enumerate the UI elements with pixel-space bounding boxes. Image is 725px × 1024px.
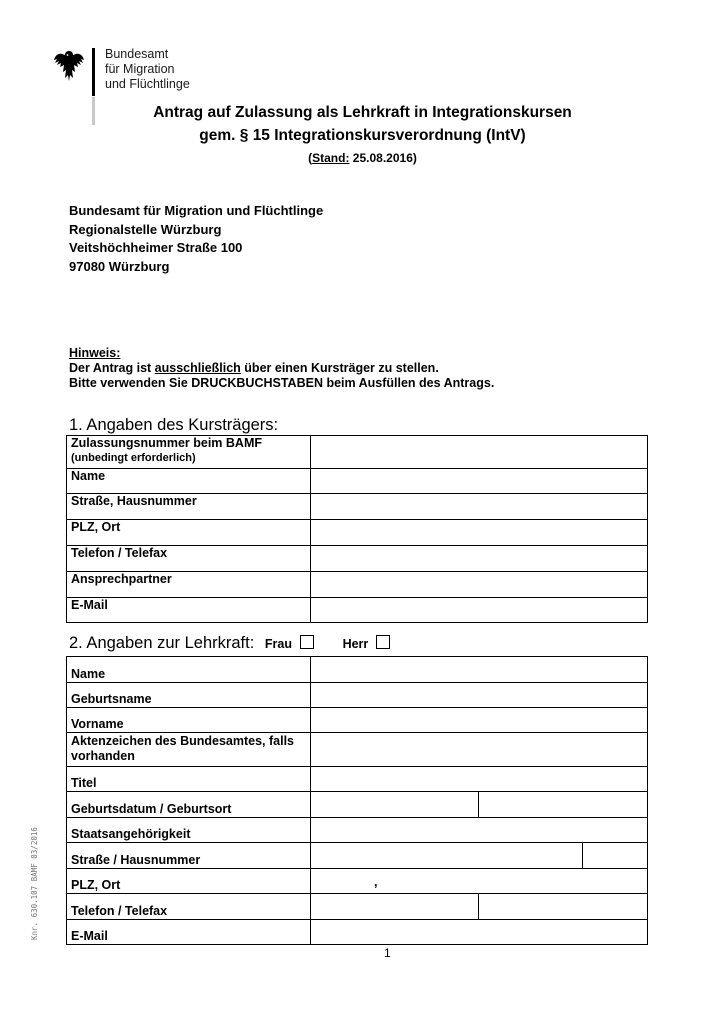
table-row <box>67 469 648 494</box>
street-fields <box>311 843 648 869</box>
field-label: Ansprechpartner <box>67 572 311 598</box>
birth-name-input[interactable] <box>311 683 648 708</box>
field-label: Name <box>67 657 311 683</box>
hint-emphasis: ausschließlich <box>154 361 241 375</box>
address-line: Bundesamt für Migration und Flüchtlinge <box>69 203 324 218</box>
table-row <box>67 598 648 623</box>
field-note: (unbedingt erforderlich) <box>71 452 196 464</box>
hint-line-2: Bitte verwenden Sie DRUCKBUCHSTABEN beim Ausfüllen des Antrags. <box>69 376 495 390</box>
table-row <box>67 818 648 843</box>
provider-street-input[interactable] <box>311 494 648 520</box>
hint-heading: Hinweis: <box>69 346 121 360</box>
birth-fields <box>311 792 648 818</box>
stand-paren: ( <box>308 151 313 165</box>
field-label: Staatsangehörigkeit <box>67 818 311 843</box>
logo-line: und Flüchtlinge <box>105 77 190 91</box>
provider-zip-city-input[interactable] <box>311 520 648 546</box>
phone-fields <box>311 894 648 920</box>
address-line: Veitshöchheimer Straße 100 <box>69 240 243 255</box>
field-label: Aktenzeichen des Bundesamtes, falls vorhanden <box>67 733 311 767</box>
field-label: Geburtsdatum / Geburtsort <box>67 792 311 818</box>
hint-text: Der Antrag ist <box>69 361 155 375</box>
form-code: Knr. 630.107 BAMF 03/2016 <box>30 827 39 940</box>
gender-frau-label: Frau <box>264 637 292 651</box>
teacher-email-input[interactable] <box>311 920 648 945</box>
table-row <box>67 708 648 733</box>
table-row <box>67 894 648 920</box>
page-number: 1 <box>384 946 391 960</box>
field-label: Telefon / Telefax <box>67 894 311 920</box>
teacher-house-number-input[interactable] <box>583 843 647 868</box>
form-subtitle: gem. § 15 Integrationskursverordnung (IntV) <box>199 127 526 144</box>
logo-line: für Migration <box>105 62 175 76</box>
table-row <box>67 843 648 869</box>
zip-city-separator: , <box>374 875 378 889</box>
field-label: Geburtsname <box>67 683 311 708</box>
field-label: Name <box>67 469 311 494</box>
provider-email-input[interactable] <box>311 598 648 623</box>
first-name-input[interactable] <box>311 708 648 733</box>
table-row <box>67 494 648 520</box>
table-row <box>67 869 648 894</box>
field-label: Telefon / Telefax <box>67 546 311 572</box>
hint-text: über einen Kursträger zu stellen. <box>240 361 439 375</box>
table-row <box>67 792 648 818</box>
field-label: Zulassungsnummer beim BAMF (unbedingt erforderlich) <box>67 436 311 469</box>
table-row <box>67 767 648 792</box>
file-reference-input[interactable] <box>311 733 648 767</box>
table-row <box>67 436 648 469</box>
hint-line-1 <box>69 361 494 376</box>
birth-date-input[interactable] <box>315 792 479 817</box>
section-2-title: 2. Angaben zur Lehrkraft: <box>69 634 255 652</box>
logo-divider <box>92 48 95 96</box>
field-label: Straße, Hausnummer <box>67 494 311 520</box>
field-label: PLZ, Ort <box>67 520 311 546</box>
table-row <box>67 546 648 572</box>
field-label: PLZ, Ort <box>67 869 311 894</box>
table-row <box>67 657 648 683</box>
table-row <box>67 520 648 546</box>
logo-line: Bundesamt <box>105 47 169 61</box>
field-label: Straße / Hausnummer <box>67 843 311 869</box>
federal-eagle-icon <box>52 48 86 84</box>
form-title: Antrag auf Zulassung als Lehrkraft in Integrationskursen <box>153 104 572 121</box>
table-row <box>67 920 648 945</box>
field-label: E-Mail <box>67 598 311 623</box>
approval-number-input[interactable] <box>311 436 648 469</box>
form-version <box>0 151 725 165</box>
address-line: 97080 Würzburg <box>69 258 170 274</box>
provider-contact-input[interactable] <box>311 572 648 598</box>
teacher-phone-input[interactable] <box>315 894 479 919</box>
provider-phone-input[interactable] <box>311 546 648 572</box>
stand-label: Stand: <box>312 151 350 165</box>
teacher-street-input[interactable] <box>315 843 583 868</box>
teacher-zip-city-input[interactable] <box>311 869 648 894</box>
nationality-input[interactable] <box>311 818 648 843</box>
table-row <box>67 683 648 708</box>
teacher-table <box>66 656 648 945</box>
section-2-heading <box>69 634 390 653</box>
field-label: E-Mail <box>67 920 311 945</box>
agency-logo-text <box>105 47 190 92</box>
table-row <box>67 572 648 598</box>
teacher-fax-input[interactable] <box>479 894 647 919</box>
provider-name-input[interactable] <box>311 469 648 494</box>
stand-date: 25.08.2016) <box>349 151 417 165</box>
section-1-heading: 1. Angaben des Kursträgers: <box>69 416 279 434</box>
teacher-name-input[interactable] <box>311 657 648 683</box>
recipient-address <box>69 202 323 276</box>
gender-herr-checkbox[interactable] <box>376 635 390 649</box>
gender-frau-checkbox[interactable] <box>300 635 314 649</box>
title-input[interactable] <box>311 767 648 792</box>
gender-herr-label: Herr <box>342 637 369 651</box>
field-label: Titel <box>67 767 311 792</box>
table-row <box>67 733 648 767</box>
course-provider-table <box>66 435 648 623</box>
hint-block <box>69 346 494 391</box>
birth-place-input[interactable] <box>479 792 647 817</box>
field-label: Vorname <box>67 708 311 733</box>
address-line: Regionalstelle Würzburg <box>69 221 222 237</box>
